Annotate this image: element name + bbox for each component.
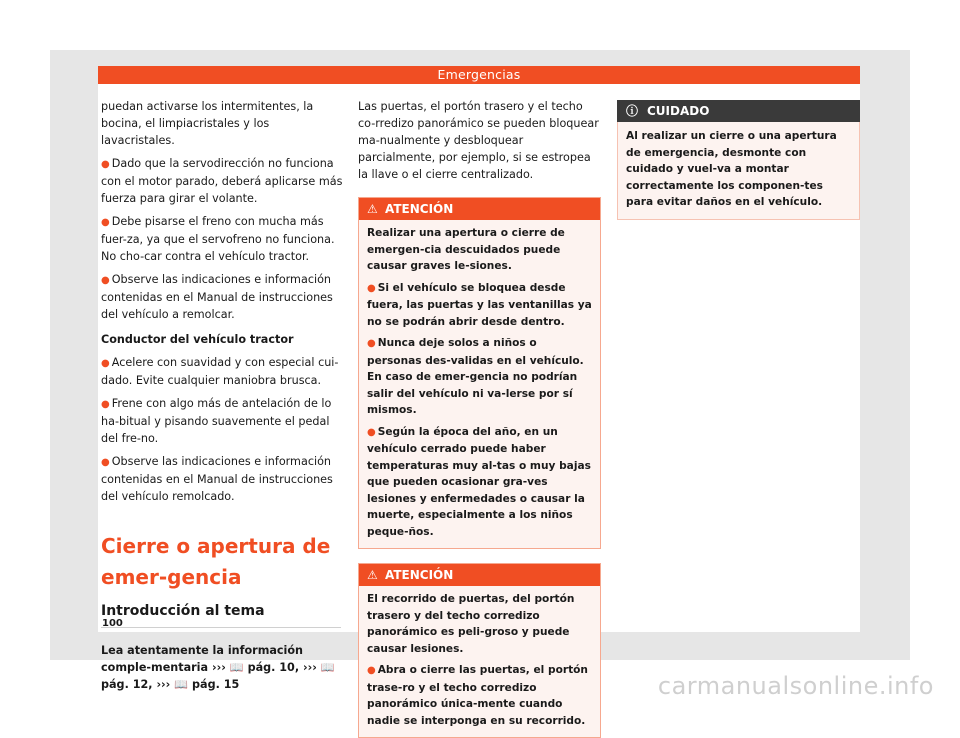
chapter-header: Emergencias [98,66,860,84]
intro-paragraph: Las puertas, el portón trasero y el techo co-rredizo panorámico se pueden bloquear ma-nualmente y desbloquear parcialmente, por ejemplo, si se estropea la llave o el cierre centralizado. [358,100,599,181]
info-circle-icon: ⓘ [626,104,639,118]
list-item: ● Observe las indicaciones e información contenidas en el Manual de instrucciones del vehículo remolcado. [101,455,333,503]
caution-title: CUIDADO [647,104,710,118]
bullet-icon: ● [367,282,376,294]
bullet-icon: ● [367,426,376,438]
reference-arrows: ››› [156,678,171,691]
bullet-icon: ● [101,399,110,410]
warning-body [359,220,600,548]
page-link[interactable]: pág. 10, [247,661,300,674]
warning-title: ATENCIÓN [385,568,454,582]
page-number: 100 [102,618,123,629]
page-link[interactable]: pág. 12, [101,678,153,691]
watermark-logo: carmanualsonline.info [657,672,934,700]
bullet-icon: ● [101,275,110,286]
book-icon: 📖 [320,661,335,674]
bullet-icon: ● [101,159,110,170]
warning-lead: El recorrido de puertas, del portón trasero y del techo corredizo panorámico es peli-groso y puede causar lesiones. [367,593,575,655]
book-icon: 📖 [229,661,244,674]
column-left [101,98,344,693]
warning-lead: Realizar una apertura o cierre de emergen-cia descuidados puede causar graves le-siones. [367,227,565,272]
caution-header [617,100,860,122]
section-subtitle: Introducción al tema [101,601,341,628]
list-item: ● Nunca deje solos a niños o personas des-validas en el vehículo. En caso de emer-gencia no podrían salir del vehículo ni va-lerse por sí mismos. [367,337,584,416]
list-item: ● Dado que la servodirección no funciona con el motor parado, deberá aplicarse más fuerza para girar el volante. [101,157,343,205]
list-item: ● Acelere con suavidad y con especial cui-dado. Evite cualquier maniobra brusca. [101,356,339,387]
caution-box [617,100,860,220]
warning-box [358,563,601,738]
section-title: Cierre o apertura de emer-gencia [101,534,331,589]
cross-reference [101,642,344,693]
page-link[interactable]: pág. 15 [192,678,240,691]
warning-title: ATENCIÓN [385,202,454,216]
column-right [617,100,860,220]
book-icon: 📖 [174,678,189,691]
warning-box [358,197,601,549]
reference-arrows: ››› [303,661,317,674]
warning-header [359,564,600,586]
list-item: ● Abra o cierre las puertas, el portón trase-ro y el techo corredizo panorámico única-mente cuando nadie se interponga en su recorrido. [367,664,588,727]
warning-triangle-icon: ⚠ [367,202,378,216]
bullet-icon: ● [367,665,376,676]
list-item: ● Según la época del año, en un vehículo cerrado puede haber temperaturas muy al-tas o muy bajas que pueden ocasionar gra-ves lesiones y enfermedades o causar la muerte, especialmente a los niños peque-ños. [367,425,591,538]
subheading: Conductor del vehículo tractor [101,333,294,346]
intro-paragraph: puedan activarse los intermitentes, la bocina, el limpiacristales y los lavacristales. [101,100,314,147]
warning-header [359,198,600,220]
reference-arrows: ››› [211,661,226,674]
bullet-icon: ● [101,457,110,468]
warning-body [359,586,600,737]
reference-text: Lea atentamente la información comple-mentaria [101,644,304,674]
list-item: ● Debe pisarse el freno con mucha más fuer-za, ya que el servofreno no funciona. No cho-car contra el vehículo tractor. [101,215,335,263]
list-item: ● Frene con algo más de antelación de lo ha-bitual y pisando suavemente el pedal del fre-no. [101,397,332,445]
bullet-icon: ● [101,217,110,228]
column-middle [358,98,601,738]
warning-triangle-icon: ⚠ [367,568,378,582]
list-item: ● Si el vehículo se bloquea desde fuera, las puertas y las ventanillas ya no se podrán abrir desde dentro. [367,281,592,328]
caution-body: Al realizar un cierre o una apertura de emergencia, desmonte con cuidado y vuel-va a montar correctamente los componen-tes para evitar daños en el vehículo. [617,122,860,220]
bullet-icon: ● [367,338,376,349]
bullet-icon: ● [101,358,110,369]
list-item: ● Observe las indicaciones e información contenidas en el Manual de instrucciones del vehículo a remolcar. [101,273,333,321]
